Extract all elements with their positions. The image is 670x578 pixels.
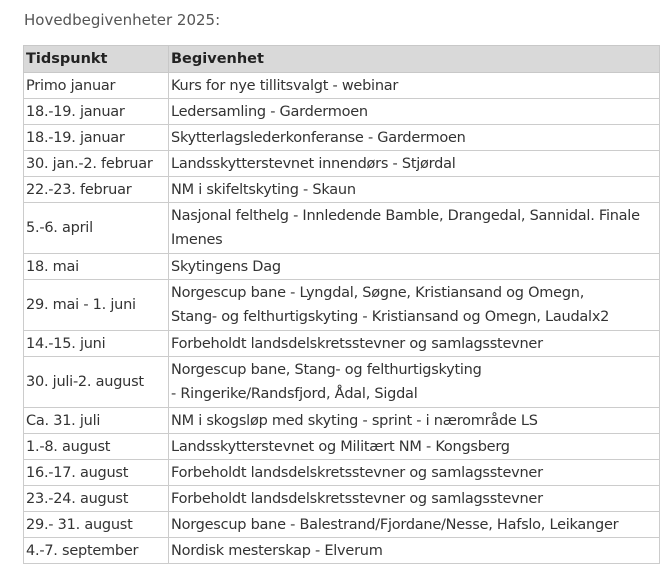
column-header-time: Tidspunkt	[24, 46, 169, 73]
event-description-cell	[169, 203, 660, 254]
table-body	[24, 73, 660, 564]
table-row	[24, 512, 660, 538]
event-description-line: Forbeholdt landsdelskretsstevner og samlagsstevner	[171, 464, 543, 481]
event-description-cell	[169, 254, 660, 280]
event-date-cell: Primo januar	[24, 73, 169, 99]
table-row	[24, 357, 660, 408]
event-description-cell	[169, 486, 660, 512]
table-row	[24, 434, 660, 460]
event-description-line: NM i skifeltskyting - Skaun	[171, 181, 356, 198]
table-row	[24, 254, 660, 280]
event-description-line: Nordisk mesterskap - Elverum	[171, 542, 383, 559]
event-description-cell	[169, 408, 660, 434]
column-header-event: Begivenhet	[169, 46, 660, 73]
event-description-cell	[169, 434, 660, 460]
event-description-cell	[169, 280, 660, 331]
event-description-line: Norgescup bane, Stang- og felthurtigskyting	[171, 362, 482, 378]
event-description-line: Ledersamling - Gardermoen	[171, 103, 368, 120]
event-date-cell: 18. mai	[24, 254, 169, 280]
event-date-cell: 4.-7. september	[24, 538, 169, 564]
event-description-line: NM i skogsløp med skyting - sprint - i nærområde LS	[171, 412, 538, 429]
table-header-row	[24, 46, 660, 73]
event-date-cell: 30. juli-2. august	[24, 357, 169, 408]
table-row	[24, 331, 660, 357]
event-description-line: Landsskytterstevnet og Militært NM - Kongsberg	[171, 438, 510, 455]
event-description-line: Forbeholdt landsdelskretsstevner og samlagsstevner	[171, 335, 543, 352]
table-row	[24, 408, 660, 434]
event-date-cell: 1.-8. august	[24, 434, 169, 460]
event-description-cell	[169, 151, 660, 177]
event-description-cell	[169, 357, 660, 408]
table-row	[24, 151, 660, 177]
event-date-cell: 5.-6. april	[24, 203, 169, 254]
event-description-line: Kurs for nye tillitsvalgt - webinar	[171, 77, 399, 94]
event-description-line: Forbeholdt landsdelskretsstevner og samlagsstevner	[171, 490, 543, 507]
events-table	[23, 45, 660, 564]
event-description-line: Skytterlagslederkonferanse - Gardermoen	[171, 129, 466, 146]
table-row	[24, 177, 660, 203]
event-date-cell: 30. jan.-2. februar	[24, 151, 169, 177]
table-row	[24, 280, 660, 331]
event-description-cell	[169, 512, 660, 538]
event-date-cell: Ca. 31. juli	[24, 408, 169, 434]
event-date-cell: 18.-19. januar	[24, 99, 169, 125]
table-row	[24, 73, 660, 99]
event-date-cell: 29. mai - 1. juni	[24, 280, 169, 331]
event-date-cell: 14.-15. juni	[24, 331, 169, 357]
table-row	[24, 203, 660, 254]
table-row	[24, 460, 660, 486]
event-description-line: Stang- og felthurtigskyting - Kristiansand og Omegn, Laudalx2	[171, 309, 610, 325]
event-description-cell	[169, 73, 660, 99]
event-description-line: Landsskytterstevnet innendørs - Stjørdal	[171, 155, 456, 172]
event-description-line: Skytingens Dag	[171, 258, 281, 275]
event-description-cell	[169, 460, 660, 486]
event-description-line: Nasjonal felthelg - Innledende Bamble, Drangedal, Sannidal. Finale	[171, 208, 640, 224]
event-description-cell	[169, 177, 660, 203]
event-description-cell	[169, 538, 660, 564]
event-date-cell: 23.-24. august	[24, 486, 169, 512]
event-date-cell: 16.-17. august	[24, 460, 169, 486]
event-description-cell	[169, 99, 660, 125]
event-description-line: Norgescup bane - Balestrand/Fjordane/Nesse, Hafslo, Leikanger	[171, 516, 619, 533]
event-description-line: - Ringerike/Randsfjord, Ådal, Sigdal	[171, 386, 418, 402]
event-description-line: Imenes	[171, 232, 223, 248]
table-row	[24, 125, 660, 151]
event-description-cell	[169, 331, 660, 357]
event-date-cell: 18.-19. januar	[24, 125, 169, 151]
event-date-cell: 22.-23. februar	[24, 177, 169, 203]
page-title: Hovedbegivenheter 2025:	[24, 11, 221, 29]
event-description-line: Norgescup bane - Lyngdal, Søgne, Kristiansand og Omegn,	[171, 285, 585, 301]
table-row	[24, 538, 660, 564]
table-row	[24, 99, 660, 125]
event-description-cell	[169, 125, 660, 151]
event-date-cell: 29.- 31. august	[24, 512, 169, 538]
table-row	[24, 486, 660, 512]
